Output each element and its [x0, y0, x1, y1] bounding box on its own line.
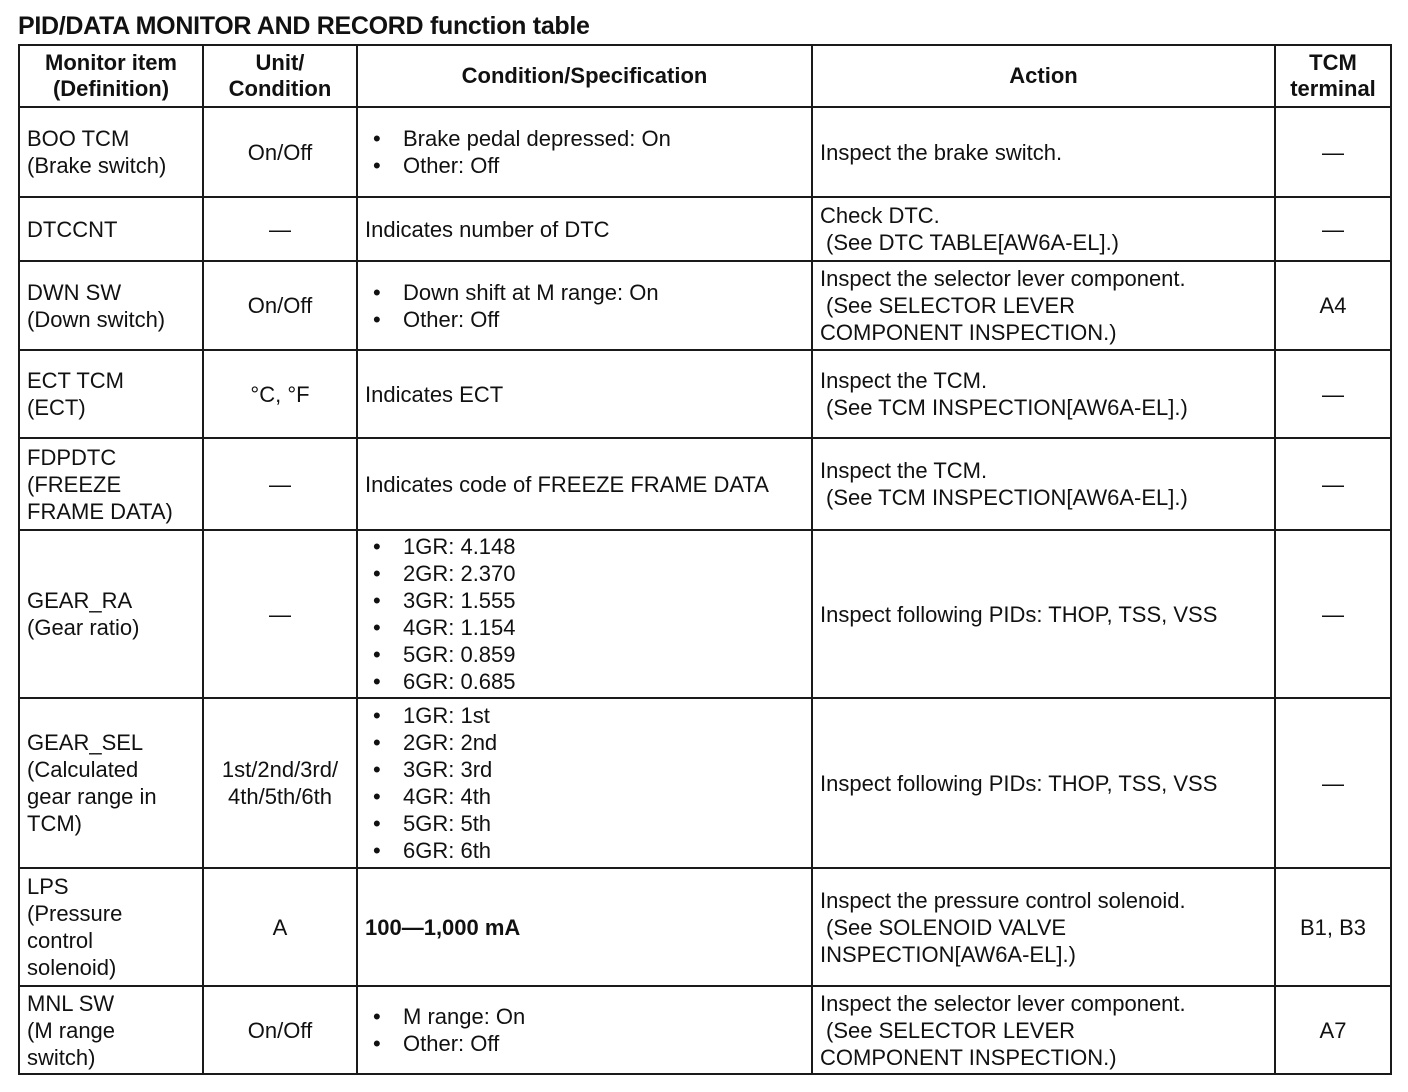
list-item: • M range: On	[365, 1003, 804, 1030]
condition-cell	[357, 698, 812, 868]
terminal-cell: B1, B3	[1275, 868, 1391, 986]
monitor-item-cell: ECT TCM (ECT)	[19, 350, 203, 438]
condition-cell: 100—1,000 mA	[357, 868, 812, 986]
condition-cell	[357, 261, 812, 350]
list-item: • 4GR: 4th	[365, 783, 804, 810]
list-item: • 2GR: 2.370	[365, 560, 804, 587]
list-item: • Other: Off	[365, 1030, 804, 1057]
list-item: • Other: Off	[365, 306, 804, 333]
condition-cell: Indicates code of FREEZE FRAME DATA	[357, 438, 812, 530]
terminal-cell: —	[1275, 530, 1391, 698]
table-row	[19, 261, 1391, 350]
table-row	[19, 530, 1391, 698]
header-action: Action	[812, 45, 1275, 107]
monitor-item-cell: DTCCNT	[19, 197, 203, 261]
unit-cell: —	[203, 438, 357, 530]
function-table	[18, 44, 1392, 1075]
table-row	[19, 197, 1391, 261]
list-item: • Brake pedal depressed: On	[365, 125, 804, 152]
action-cell: Inspect the TCM. (See TCM INSPECTION[AW6A-EL].)	[812, 350, 1275, 438]
condition-cell: Indicates number of DTC	[357, 197, 812, 261]
terminal-cell: —	[1275, 698, 1391, 868]
terminal-cell: —	[1275, 350, 1391, 438]
table-row	[19, 107, 1391, 197]
unit-cell: —	[203, 197, 357, 261]
header-unit: Unit/ Condition	[203, 45, 357, 107]
monitor-item-cell: DWN SW (Down switch)	[19, 261, 203, 350]
action-cell: Inspect following PIDs: THOP, TSS, VSS	[812, 530, 1275, 698]
monitor-item-cell: GEAR_RA (Gear ratio)	[19, 530, 203, 698]
list-item: • 1GR: 1st	[365, 702, 804, 729]
monitor-item-cell: GEAR_SEL (Calculated gear range in TCM)	[19, 698, 203, 868]
terminal-cell: —	[1275, 438, 1391, 530]
list-item: • 5GR: 0.859	[365, 641, 804, 668]
table-row	[19, 868, 1391, 986]
list-item: • Other: Off	[365, 152, 804, 179]
monitor-item-cell: MNL SW (M range switch)	[19, 986, 203, 1074]
list-item: • 4GR: 1.154	[365, 614, 804, 641]
monitor-item-cell: FDPDTC (FREEZE FRAME DATA)	[19, 438, 203, 530]
terminal-cell: A7	[1275, 986, 1391, 1074]
condition-cell	[357, 986, 812, 1074]
unit-cell: 1st/2nd/3rd/ 4th/5th/6th	[203, 698, 357, 868]
list-item: • 3GR: 3rd	[365, 756, 804, 783]
condition-cell	[357, 530, 812, 698]
list-item: • 1GR: 4.148	[365, 533, 804, 560]
list-item: • 3GR: 1.555	[365, 587, 804, 614]
list-item: • 5GR: 5th	[365, 810, 804, 837]
unit-cell: —	[203, 530, 357, 698]
action-cell: Inspect following PIDs: THOP, TSS, VSS	[812, 698, 1275, 868]
terminal-cell: A4	[1275, 261, 1391, 350]
header-row	[19, 45, 1391, 107]
monitor-item-cell: LPS (Pressure control solenoid)	[19, 868, 203, 986]
condition-cell: Indicates ECT	[357, 350, 812, 438]
unit-cell: On/Off	[203, 986, 357, 1074]
terminal-cell: —	[1275, 107, 1391, 197]
action-cell: Inspect the pressure control solenoid. (See SOLENOID VALVE INSPECTION[AW6A-EL].)	[812, 868, 1275, 986]
table-row	[19, 438, 1391, 530]
table-row	[19, 986, 1391, 1074]
unit-cell: On/Off	[203, 261, 357, 350]
condition-cell	[357, 107, 812, 197]
action-cell: Inspect the brake switch.	[812, 107, 1275, 197]
unit-cell: °C, °F	[203, 350, 357, 438]
table-row	[19, 698, 1391, 868]
monitor-item-cell: BOO TCM (Brake switch)	[19, 107, 203, 197]
header-condition: Condition/Specification	[357, 45, 812, 107]
list-item: • 6GR: 6th	[365, 837, 804, 864]
header-monitor-item: Monitor item (Definition)	[19, 45, 203, 107]
list-item: • 2GR: 2nd	[365, 729, 804, 756]
page-title: PID/DATA MONITOR AND RECORD function table	[18, 12, 590, 40]
list-item: • 6GR: 0.685	[365, 668, 804, 695]
action-cell: Inspect the selector lever component. (See SELECTOR LEVER COMPONENT INSPECTION.)	[812, 261, 1275, 350]
table-row	[19, 350, 1391, 438]
header-terminal: TCM terminal	[1275, 45, 1391, 107]
action-cell: Inspect the selector lever component. (See SELECTOR LEVER COMPONENT INSPECTION.)	[812, 986, 1275, 1074]
unit-cell: A	[203, 868, 357, 986]
list-item: • Down shift at M range: On	[365, 279, 804, 306]
action-cell: Check DTC. (See DTC TABLE[AW6A-EL].)	[812, 197, 1275, 261]
terminal-cell: —	[1275, 197, 1391, 261]
unit-cell: On/Off	[203, 107, 357, 197]
action-cell: Inspect the TCM. (See TCM INSPECTION[AW6A-EL].)	[812, 438, 1275, 530]
